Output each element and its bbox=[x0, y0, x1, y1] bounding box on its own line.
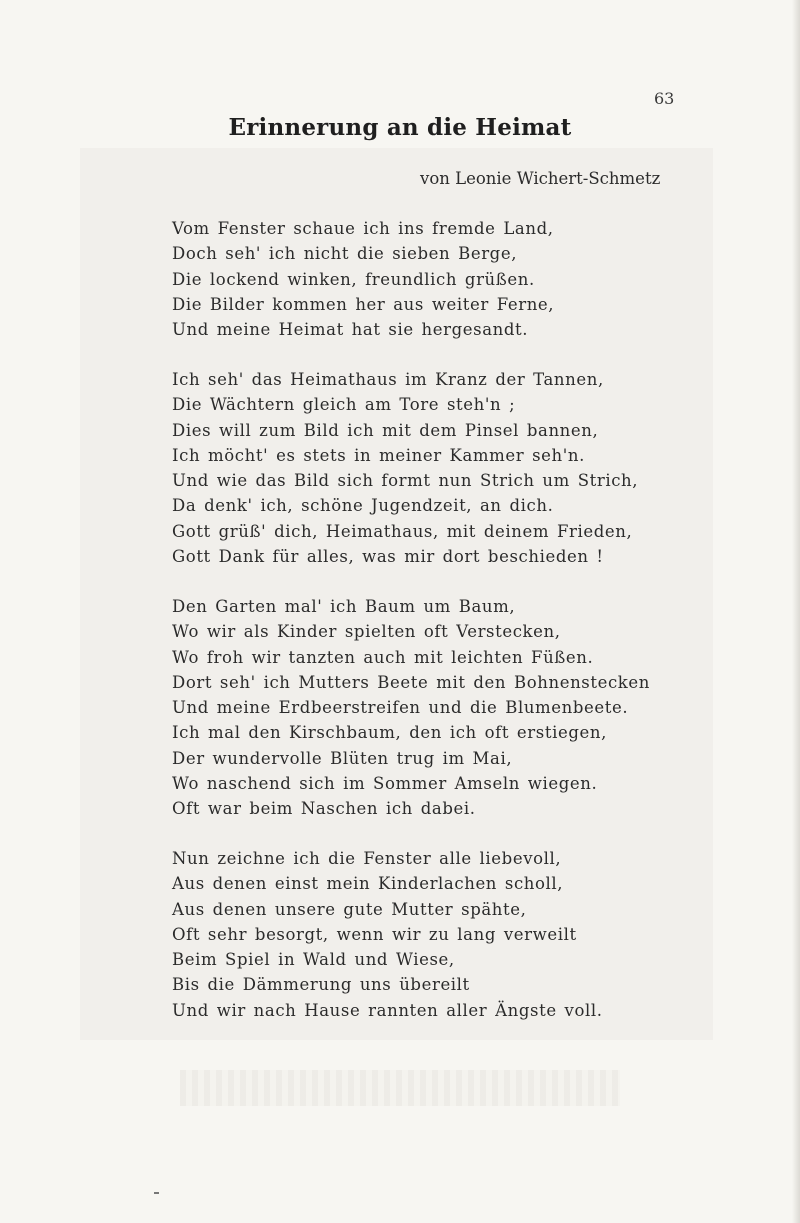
poem-line: Wo froh wir tanzten auch mit leichten Füßen. bbox=[172, 647, 594, 667]
poem-line: Gott Dank für alles, was mir dort beschieden ! bbox=[172, 547, 604, 567]
poem-line: Die lockend winken, freundlich grüßen. bbox=[172, 269, 535, 289]
poem-line: Bis die Dämmerung uns übereilt bbox=[172, 975, 470, 995]
print-mark bbox=[154, 1192, 159, 1194]
poem-line: Aus denen unsere gute Mutter spähte, bbox=[172, 899, 527, 919]
poem-line: Oft sehr besorgt, wenn wir zu lang verweilt bbox=[172, 924, 577, 944]
poem-line: Wo naschend sich im Sommer Amseln wiegen. bbox=[172, 774, 598, 794]
page-number: 63 bbox=[654, 89, 675, 108]
poem-line: Die Wächtern gleich am Tore steh'n ; bbox=[172, 395, 516, 415]
poem-line: Aus denen einst mein Kinderlachen scholl, bbox=[172, 874, 564, 894]
poem-line: Doch seh' ich nicht die sieben Berge, bbox=[172, 244, 518, 264]
poem-line: Vom Fenster schaue ich ins fremde Land, bbox=[172, 219, 554, 238]
poem-line: Oft war beim Naschen ich dabei. bbox=[172, 799, 476, 819]
stanza-4 bbox=[172, 846, 603, 1023]
poem-line: Nun zeichne ich die Fenster alle liebevoll, bbox=[172, 849, 562, 868]
poem-line: Dies will zum Bild ich mit dem Pinsel bannen, bbox=[172, 420, 599, 440]
poem-line: Die Bilder kommen her aus weiter Ferne, bbox=[172, 294, 555, 314]
poem-line: Beim Spiel in Wald und Wiese, bbox=[172, 950, 455, 970]
poem-line: Ich seh' das Heimathaus im Kranz der Tannen, bbox=[172, 370, 604, 389]
poem-line: Wo wir als Kinder spielten oft Verstecken, bbox=[172, 622, 561, 642]
stanza-3 bbox=[172, 594, 650, 822]
poem-line: Und wir nach Hause rannten aller Ängste voll. bbox=[172, 1000, 603, 1020]
poem-author: von Leonie Wichert-Schmetz bbox=[420, 169, 661, 188]
poem-line: Dort seh' ich Mutters Beete mit den Bohnenstecken bbox=[172, 672, 650, 692]
poem-line: Der wundervolle Blüten trug im Mai, bbox=[172, 748, 513, 768]
poem-line: Und wie das Bild sich formt nun Strich um Strich, bbox=[172, 471, 639, 491]
poem-line: Und meine Erdbeerstreifen und die Blumenbeete. bbox=[172, 698, 629, 718]
poem-line: Ich möcht' es stets in meiner Kammer seh'n. bbox=[172, 445, 585, 465]
stanza-2 bbox=[172, 367, 638, 569]
poem-line: Den Garten mal' ich Baum um Baum, bbox=[172, 597, 516, 616]
page-edge-shadow bbox=[792, 0, 800, 1223]
poem-line: Da denk' ich, schöne Jugendzeit, an dich. bbox=[172, 496, 554, 516]
show-through-caption bbox=[180, 1070, 620, 1106]
poem-line: Und meine Heimat hat sie hergesandt. bbox=[172, 320, 529, 340]
poem-title: Erinnerung an die Heimat bbox=[228, 114, 572, 141]
poem-line: Gott grüß' dich, Heimathaus, mit deinem Frieden, bbox=[172, 521, 633, 541]
stanza-1 bbox=[172, 216, 554, 342]
poem-line: Ich mal den Kirschbaum, den ich oft erstiegen, bbox=[172, 723, 607, 743]
